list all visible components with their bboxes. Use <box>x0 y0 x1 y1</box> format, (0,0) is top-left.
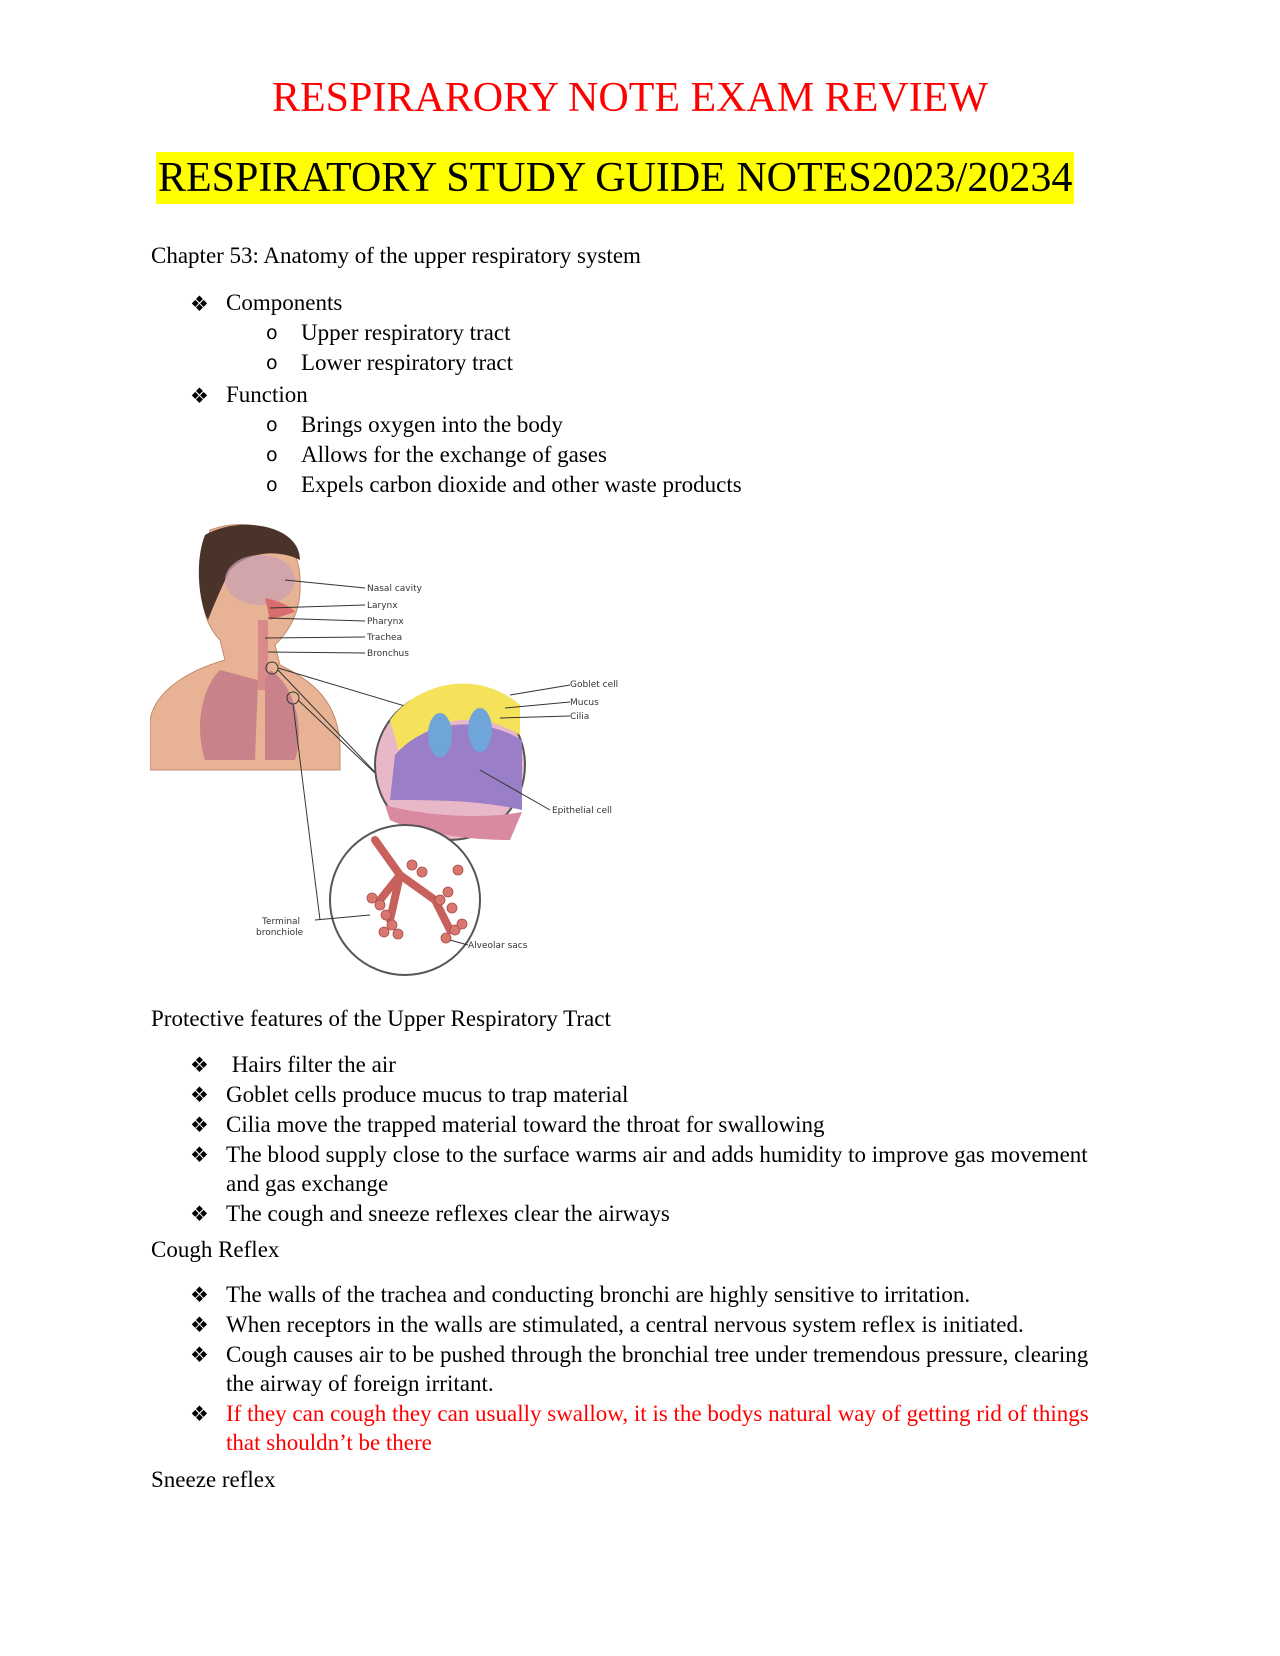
list-item <box>190 1140 1090 1198</box>
diamond-bullet-icon: ❖ <box>190 384 209 408</box>
circle-bullet-icon: o <box>266 474 278 496</box>
diamond-bullet-icon: ❖ <box>190 1083 209 1107</box>
sub-list-item <box>226 348 742 378</box>
list-item-text: Cough causes air to be pushed through the bronchial tree under tremendous pressure, clearing the airway of foreign irritant. <box>226 1342 1089 1396</box>
list-item-text: Goblet cells produce mucus to trap material <box>226 1082 629 1107</box>
diamond-bullet-icon: ❖ <box>190 1143 209 1167</box>
label-bronchiole: bronchiole <box>256 928 304 938</box>
label-goblet-cell: Goblet cell <box>570 680 619 690</box>
sub-list-item <box>226 410 742 440</box>
label-larynx: Larynx <box>367 601 398 611</box>
circle-bullet-icon: o <box>266 322 278 344</box>
sub-list-item <box>226 470 742 500</box>
diamond-bullet-icon: ❖ <box>190 1402 209 1426</box>
protective-list <box>190 1050 1090 1229</box>
torso-illustration <box>150 524 340 770</box>
anatomy-list <box>190 288 742 500</box>
label-trachea: Trachea <box>367 633 403 643</box>
sub-item-text: Expels carbon dioxide and other waste products <box>301 472 742 497</box>
list-item-text: When receptors in the walls are stimulated, a central nervous system reflex is initiated. <box>226 1312 1024 1337</box>
label-epithelial-cell: Epithelial cell <box>552 806 613 816</box>
label-pharynx: Pharynx <box>367 617 404 627</box>
alveoli-magnification <box>330 825 480 975</box>
list-item-text: The cough and sneeze reflexes clear the airways <box>226 1201 670 1226</box>
list-item <box>190 1110 1090 1139</box>
diamond-bullet-icon: ❖ <box>190 1202 209 1226</box>
list-item-function <box>190 380 742 500</box>
protective-heading: Protective features of the Upper Respiratory Tract <box>151 1006 611 1031</box>
list-item <box>190 1050 1090 1079</box>
diamond-bullet-icon: ❖ <box>190 1283 209 1307</box>
label-terminal: Terminal <box>262 917 301 927</box>
function-sublist <box>226 410 742 500</box>
list-item-text: Cilia move the trapped material toward the throat for swallowing <box>226 1112 825 1137</box>
list-item <box>190 1280 1090 1309</box>
epithelium-magnification <box>375 684 525 840</box>
list-item-text: The walls of the trachea and conducting bronchi are highly sensitive to irritation. <box>226 1282 971 1307</box>
circle-bullet-icon: o <box>266 352 278 374</box>
list-item-text: If they can cough they can usually swallow, it is the bodys natural way of getting rid of things that shouldn’t be there <box>226 1401 1089 1455</box>
diamond-bullet-icon: ❖ <box>190 1113 209 1137</box>
label-alveolar-sacs: Alveolar sacs <box>468 941 528 951</box>
list-item-text: Hairs filter the air <box>226 1052 396 1077</box>
label-mucus: Mucus <box>570 698 599 708</box>
circle-bullet-icon: o <box>266 444 278 466</box>
document-subtitle-highlighted: RESPIRATORY STUDY GUIDE NOTES2023/20234 <box>156 152 1074 204</box>
sneeze-reflex-heading: Sneeze reflex <box>151 1467 276 1492</box>
document-title: RESPIRARORY NOTE EXAM REVIEW <box>272 75 988 121</box>
sub-item-text: Brings oxygen into the body <box>301 412 563 437</box>
sub-list-item <box>226 440 742 470</box>
list-item <box>190 1199 1090 1228</box>
diamond-bullet-icon: ❖ <box>190 1053 209 1077</box>
label-cilia: Cilia <box>570 712 590 722</box>
components-sublist <box>226 318 742 378</box>
label-bronchus: Bronchus <box>367 649 409 659</box>
nose-labels <box>366 584 423 659</box>
list-item-highlighted-note <box>190 1399 1090 1457</box>
cough-reflex-heading: Cough Reflex <box>151 1237 280 1262</box>
sub-list-item <box>226 318 742 348</box>
list-item-text: The blood supply close to the surface warms air and adds humidity to improve gas movement and gas exchange <box>226 1142 1088 1196</box>
diamond-bullet-icon: ❖ <box>190 1343 209 1367</box>
list-item <box>190 1310 1090 1339</box>
diamond-bullet-icon: ❖ <box>190 1313 209 1337</box>
sub-item-text: Allows for the exchange of gases <box>301 442 607 467</box>
list-item-label: Function <box>226 382 308 407</box>
list-item <box>190 1340 1090 1398</box>
list-item-components <box>190 288 742 378</box>
chapter-heading: Chapter 53: Anatomy of the upper respiratory system <box>151 243 641 268</box>
list-item-label: Components <box>226 290 343 315</box>
diamond-bullet-icon: ❖ <box>190 292 209 316</box>
label-nasal-cavity: Nasal cavity <box>367 584 422 594</box>
circle-bullet-icon: o <box>266 414 278 436</box>
sub-item-text: Lower respiratory tract <box>301 350 514 375</box>
sub-item-text: Upper respiratory tract <box>301 320 511 345</box>
respiratory-anatomy-figure <box>150 520 670 990</box>
list-item <box>190 1080 1090 1109</box>
cough-reflex-list <box>190 1280 1090 1458</box>
